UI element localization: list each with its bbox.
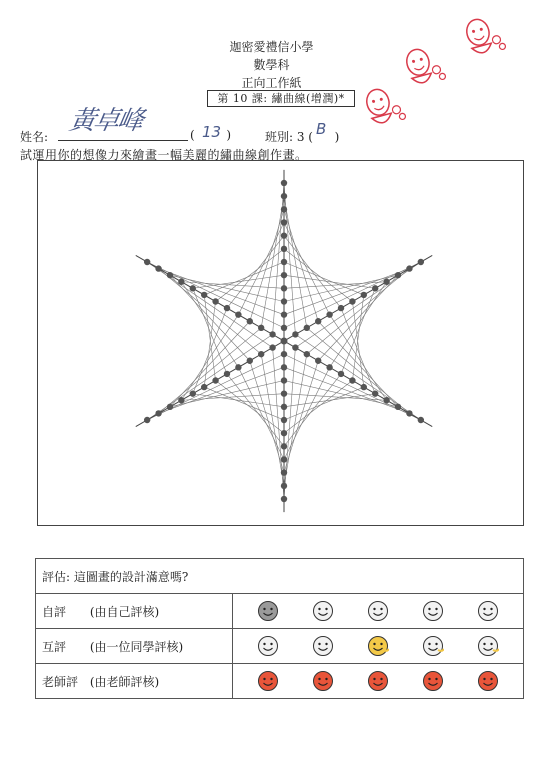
stitch-dot: [281, 298, 287, 304]
stitch-dot: [281, 377, 287, 383]
stitch-dot: [281, 311, 287, 317]
row-who: 老師評: [42, 674, 79, 689]
smiley-face-icon[interactable]: [422, 600, 444, 622]
stitch-dot: [292, 331, 298, 337]
stitch-dot: [269, 344, 275, 350]
stitch-dot: [383, 279, 389, 285]
face-rating-group: [233, 600, 523, 622]
stitch-line: [284, 183, 295, 334]
smiley-face-icon[interactable]: [257, 670, 279, 692]
smiley-face-icon[interactable]: [367, 670, 389, 692]
evaluation-table: [35, 558, 524, 699]
school-name: 迦密愛禮信小學: [229, 40, 314, 54]
stitch-line: [295, 262, 420, 348]
stitch-line: [250, 209, 284, 321]
stitch-dot: [281, 232, 287, 238]
stitch-dot: [326, 311, 332, 317]
stitch-dot: [247, 358, 253, 364]
stitch-line: [193, 394, 284, 407]
stitch-line: [307, 328, 410, 414]
stitch-dot: [281, 417, 287, 423]
stitch-dot: [269, 331, 275, 337]
stitch-dot: [258, 351, 264, 357]
stitch-dot: [406, 265, 412, 271]
stitch-dot: [144, 259, 150, 265]
stitch-dot: [167, 272, 173, 278]
teacher-evaluation-row: [36, 664, 524, 699]
stitch-dot: [190, 285, 196, 291]
stitch-dot: [361, 384, 367, 390]
row-by: (由老師評核): [89, 674, 160, 689]
center-dot: [281, 338, 288, 345]
stitch-dot: [281, 206, 287, 212]
stitch-dot: [190, 390, 196, 396]
row-who: 自評: [42, 604, 67, 619]
face-rating-group: [233, 670, 523, 692]
smiley-face-icon[interactable]: [477, 600, 499, 622]
name-handwriting: 黃卓峰: [66, 106, 145, 136]
stitch-dot: [372, 390, 378, 396]
stitch-dot: [212, 377, 218, 383]
stitch-dot: [281, 456, 287, 462]
peer-evaluation-row: [36, 629, 524, 664]
stitch-line: [284, 361, 318, 473]
face-rating-group: [233, 635, 523, 657]
stitch-dot: [338, 305, 344, 311]
stitch-dot: [155, 410, 161, 416]
self-evaluation-label: [36, 594, 233, 629]
stitch-dot: [281, 443, 287, 449]
subject-title: 數學科: [253, 58, 290, 72]
lesson-title: 第 10 課: 繡曲線(增潤)*: [207, 90, 355, 107]
stitch-dot: [224, 305, 230, 311]
class-field: [265, 128, 339, 145]
stitch-dot: [281, 351, 287, 357]
stitch-dot: [315, 358, 321, 364]
evaluation-question-row: [36, 559, 524, 594]
drawing-area: [37, 160, 524, 526]
stitch-dot: [304, 351, 310, 357]
class-close: ): [334, 130, 340, 144]
student-number-open: (: [190, 128, 195, 142]
stitch-dot: [361, 292, 367, 298]
reward-stamps: [360, 10, 510, 140]
row-who: 互評: [42, 639, 67, 654]
worksheet-title: 正向工作紙: [241, 76, 302, 90]
stitch-dot: [418, 417, 424, 423]
stitch-dot: [281, 272, 287, 278]
peer-evaluation-label: [36, 629, 233, 664]
stitch-line: [147, 262, 284, 328]
stitch-dot: [349, 377, 355, 383]
stitch-line: [238, 223, 284, 315]
stitch-dot: [281, 430, 287, 436]
stitch-line: [170, 275, 250, 361]
stitch-dot: [281, 285, 287, 291]
stitch-dot: [315, 318, 321, 324]
stitch-dot: [338, 371, 344, 377]
stitch-dot: [281, 246, 287, 252]
name-underline: [58, 140, 188, 141]
stitch-line: [307, 269, 410, 355]
student-number-close: ): [226, 128, 232, 142]
instruction-text: 試運用你的想像力來繪畫一幅美麗的繡曲線創作畫。: [20, 148, 308, 162]
stitch-line: [284, 367, 330, 459]
stitch-line: [159, 328, 262, 414]
stitch-dot: [167, 404, 173, 410]
stitch-dot: [395, 272, 401, 278]
stitch-dot: [235, 364, 241, 370]
stitch-dot: [281, 390, 287, 396]
teacher-evaluation-label: [36, 664, 233, 699]
stitch-dot: [201, 292, 207, 298]
stitch-dot: [224, 371, 230, 377]
stitch-dot: [201, 384, 207, 390]
smiley-face-icon[interactable]: [477, 670, 499, 692]
smiley-face-icon[interactable]: [422, 635, 444, 657]
stitch-line: [147, 334, 272, 420]
stitch-dot: [155, 265, 161, 271]
row-by: (由自己評核): [89, 604, 160, 619]
stitch-dot: [281, 325, 287, 331]
evaluation-question: 評估: 這圖畫的設計滿意嗎?: [36, 559, 524, 594]
stitch-dot: [372, 285, 378, 291]
name-label: 姓名:: [20, 130, 49, 144]
student-number-handwriting: 13: [202, 123, 222, 141]
stitch-dot: [235, 311, 241, 317]
row-by: (由一位同學評核): [89, 639, 184, 654]
smiley-face-icon[interactable]: [257, 635, 279, 657]
stitch-dot: [144, 417, 150, 423]
smiley-face-icon[interactable]: [257, 600, 279, 622]
smiley-face-icon[interactable]: [367, 600, 389, 622]
smiley-face-icon[interactable]: [422, 670, 444, 692]
stitch-dot: [258, 325, 264, 331]
stitch-dot: [292, 344, 298, 350]
self-evaluation-faces: [233, 594, 524, 629]
curve-stitching-star: [38, 161, 523, 525]
stitch-dot: [281, 404, 287, 410]
stitch-line: [159, 269, 262, 355]
stitch-line: [170, 381, 284, 407]
reward-stamp: [404, 44, 446, 88]
stitch-dot: [418, 259, 424, 265]
stitch-dot: [178, 397, 184, 403]
smiley-face-icon[interactable]: [312, 635, 334, 657]
stitch-dot: [281, 364, 287, 370]
stitch-dot: [281, 259, 287, 265]
smiley-face-icon[interactable]: [312, 600, 334, 622]
class-handwriting: B: [316, 120, 327, 138]
class-label: 班別: 3 (: [265, 130, 313, 144]
stitch-dot: [281, 193, 287, 199]
stitch-line: [159, 269, 284, 315]
stitch-line: [284, 367, 409, 413]
stitch-dot: [326, 364, 332, 370]
stitch-line: [159, 367, 284, 413]
stitch-line: [284, 269, 409, 315]
teacher-evaluation-faces: [233, 664, 524, 699]
peer-evaluation-faces: [233, 629, 524, 664]
smiley-face-icon[interactable]: [312, 670, 334, 692]
stitch-dot: [406, 410, 412, 416]
stitch-dot: [395, 404, 401, 410]
stitch-dot: [281, 180, 287, 186]
stitch-dot: [212, 298, 218, 304]
stitch-line: [284, 275, 375, 288]
stitch-dot: [281, 483, 287, 489]
stitch-line: [318, 321, 398, 407]
stitch-dot: [383, 397, 389, 403]
stitch-line: [284, 275, 398, 301]
stitch-dot: [247, 318, 253, 324]
reward-stamp: [364, 84, 406, 128]
stitch-dot: [349, 298, 355, 304]
stitch-line: [284, 354, 421, 420]
stitch-line: [273, 348, 284, 499]
stitch-dot: [304, 325, 310, 331]
stitch-dot: [281, 469, 287, 475]
smiley-face-icon[interactable]: [367, 635, 389, 657]
smiley-face-icon[interactable]: [477, 635, 499, 657]
reward-stamp: [464, 14, 506, 58]
stitch-dot: [281, 496, 287, 502]
stitch-dot: [281, 219, 287, 225]
stitch-dot: [178, 279, 184, 285]
self-evaluation-row: [36, 594, 524, 629]
